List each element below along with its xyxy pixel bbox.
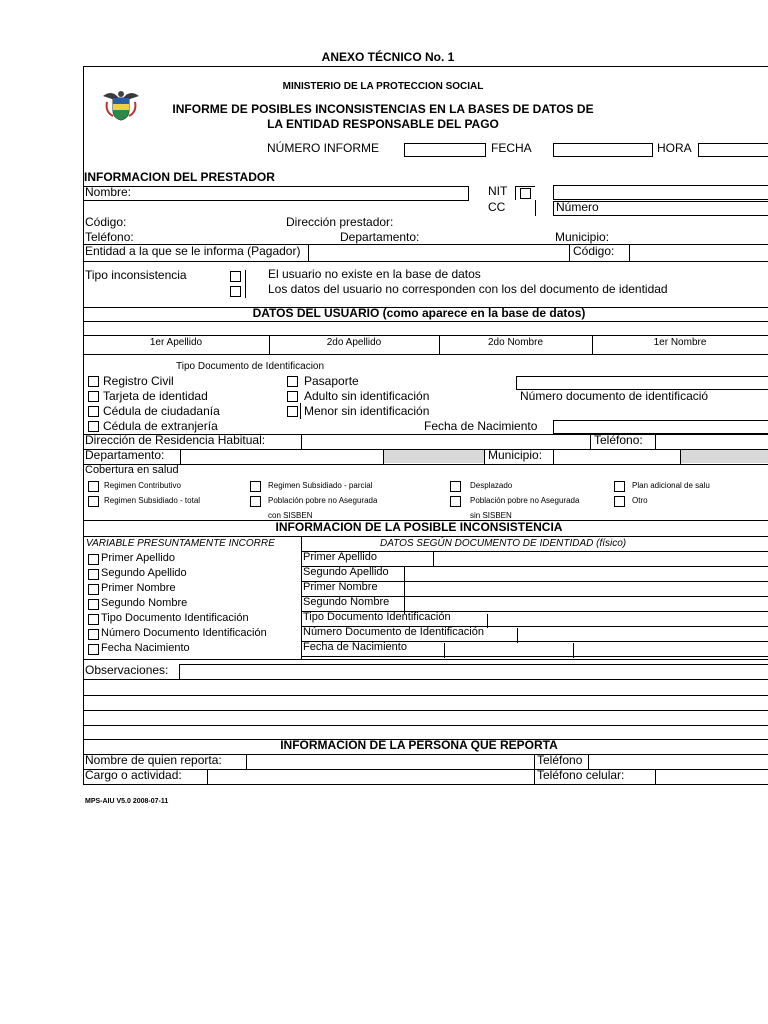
dep-d4 (553, 449, 554, 464)
rep-d5 (655, 769, 656, 784)
prestador-departamento-label: Departamento: (340, 230, 420, 244)
apellido2-label: 2do Apellido (326, 337, 382, 348)
obs-top (83, 659, 768, 660)
variable-label: VARIABLE PRESUNTAMENTE INCORRE (86, 538, 275, 549)
inconsistencia-opt1: El usuario no existe en la base de datos (268, 267, 481, 281)
prestador-nombre-field[interactable] (83, 186, 469, 201)
report-title-line1: INFORME DE POSIBLES INCONSISTENCIAS EN LA BASES DE DATOS DE (172, 102, 594, 116)
fecha-nacimiento-field[interactable] (553, 420, 768, 434)
posible-rd5 (573, 643, 574, 658)
usuario-municipio-label: Municipio: (488, 448, 543, 462)
dep-d1 (180, 449, 181, 464)
variable-item-label: Fecha Nacimiento (101, 642, 190, 654)
variable-item-label: Segundo Apellido (101, 567, 187, 579)
dep-d2 (383, 449, 384, 464)
dep-gray (383, 450, 484, 463)
menor-checkbox[interactable] (287, 406, 298, 417)
entidad-div3 (629, 244, 630, 261)
variable-checkbox[interactable] (88, 569, 99, 580)
posible-rd3 (517, 628, 518, 643)
entidad-line (83, 261, 768, 262)
inconsistencia-no-corresponde-checkbox[interactable] (230, 286, 241, 297)
res-d1 (301, 434, 302, 449)
otro-label: Otro (632, 496, 648, 505)
mun-gray (681, 450, 768, 463)
rep-l2 (83, 769, 768, 770)
datos-doc-item-label: Tipo Documento Identificación (303, 611, 451, 623)
entidad-div (308, 244, 309, 261)
datos-doc-item-label: Número Documento de Identificación (303, 626, 484, 638)
pasaporte-label: Pasaporte (304, 374, 359, 388)
pasaporte-checkbox[interactable] (287, 376, 298, 387)
con-sisben-label: con SISBEN (268, 511, 313, 520)
obs-l0 (179, 664, 768, 665)
obs-l2 (83, 695, 768, 696)
footer-code: MPS-AIU V5.0 2008-07-11 (85, 798, 169, 805)
apellido1-label: 1er Apellido (149, 337, 203, 348)
adulto-label: Adulto sin identificación (304, 389, 430, 403)
prestador-telefono-label: Teléfono: (85, 230, 134, 244)
fecha-label: FECHA (491, 141, 532, 155)
reporta-cargo-label: Cargo o actividad: (85, 768, 182, 782)
tipo-doc-label: Tipo Documento de Identificacion (176, 361, 325, 372)
registro-civil-label: Registro Civil (103, 374, 174, 388)
plan-adicional-label: Plan adicional de salu (632, 481, 710, 490)
numero-label: Número (556, 200, 599, 214)
entidad-label: Entidad a la que se le informa (Pagador) (85, 244, 301, 258)
cc-bracket (535, 200, 536, 216)
rep-d1 (246, 754, 247, 769)
tipo-inconsistencia-label: Tipo inconsistencia (85, 268, 187, 282)
variable-item-label: Primer Nombre (101, 582, 176, 594)
nit-numero-field[interactable] (553, 185, 768, 200)
datos-doc-item-label: Segundo Apellido (303, 566, 389, 578)
fecha-field[interactable] (553, 143, 653, 157)
nit-label: NIT (488, 184, 508, 198)
obs-l1 (83, 679, 768, 680)
rep-d3 (588, 754, 589, 769)
hora-field[interactable] (698, 143, 768, 157)
usuario-telefono-label: Teléfono: (594, 433, 643, 447)
posible-heading: INFORMACION DE LA POSIBLE INCONSISTENCIA (275, 520, 563, 534)
nombre2-label: 2do Nombre (487, 337, 544, 348)
variable-item-label: Número Documento Identificación (101, 627, 267, 639)
cedula-extranjeria-checkbox[interactable] (88, 421, 99, 432)
menor-label: Menor sin identificación (304, 404, 430, 418)
pobre-con-sisben-checkbox[interactable] (250, 496, 261, 507)
annex-title: ANEXO TÉCNICO No. 1 (321, 50, 455, 64)
datos-doc-item-label: Primer Apellido (303, 551, 377, 563)
plan-adicional-checkbox[interactable] (614, 481, 625, 492)
desplazado-label: Desplazado (470, 481, 513, 490)
obs-l4 (83, 725, 768, 726)
usuario-l2 (83, 335, 768, 336)
tarjeta-checkbox[interactable] (88, 391, 99, 402)
sin-sisben-label: sin SISBEN (470, 511, 512, 520)
pobre-sin-sisben-checkbox[interactable] (450, 496, 461, 507)
frame-top (83, 66, 768, 67)
variable-item-label: Segundo Nombre (101, 597, 188, 609)
entidad-codigo-label: Código: (573, 244, 615, 258)
variable-checkbox[interactable] (88, 599, 99, 610)
cedula-extranjeria-label: Cédula de extranjería (103, 419, 218, 433)
reg-sub-total-checkbox[interactable] (88, 496, 99, 507)
prestador-nombre-label: Nombre: (85, 185, 132, 199)
usuario-heading: DATOS DEL USUARIO (como aparece en la base de datos) (252, 306, 586, 320)
otro-checkbox[interactable] (614, 496, 625, 507)
prestador-direccion-label: Dirección prestador: (286, 215, 394, 229)
datos-doc-item-label: Primer Nombre (303, 581, 378, 593)
reg-sub-parcial-label: Regimen Subsidiado - parcial (268, 481, 373, 490)
hora-label: HORA (657, 141, 692, 155)
obs-d1 (179, 664, 180, 679)
variable-checkbox[interactable] (88, 644, 99, 655)
observaciones-label: Observaciones: (85, 663, 169, 677)
obs-l3 (83, 710, 768, 711)
nombre1-label: 1er Nombre (653, 337, 707, 348)
nit-bracket (515, 186, 535, 187)
residencia-label: Dirección de Residencia Habitual: (85, 433, 266, 447)
entidad-div2 (569, 244, 570, 261)
pobre-con-sisben-label: Población pobre no Asegurada (268, 496, 378, 505)
dep-d3 (484, 449, 485, 464)
inconsistencia-no-existe-checkbox[interactable] (230, 271, 241, 282)
registro-civil-checkbox[interactable] (88, 376, 99, 387)
variable-checkbox[interactable] (88, 629, 99, 640)
variable-checkbox[interactable] (88, 584, 99, 595)
usuario-l1 (83, 321, 768, 322)
posible-rd1 (404, 566, 405, 614)
variable-item-label: Tipo Documento Identificación (101, 612, 249, 624)
res-d2 (590, 434, 591, 449)
cedula-ciudadania-label: Cédula de ciudadanía (103, 404, 220, 418)
dep-d5 (680, 449, 681, 464)
rep-l3 (83, 784, 768, 785)
cc-label: CC (488, 200, 506, 214)
nit-checkbox[interactable] (520, 188, 531, 199)
variable-checkbox[interactable] (88, 554, 99, 565)
desplazado-checkbox[interactable] (450, 481, 461, 492)
menor-bracket (300, 403, 301, 419)
res-d3 (655, 434, 656, 449)
ministry-name: MINISTERIO DE LA PROTECCION SOCIAL (282, 81, 484, 92)
variable-item-label: Primer Apellido (101, 552, 175, 564)
datos-doc-row-line (301, 656, 768, 657)
usuario-l6 (83, 464, 768, 465)
reg-contributivo-checkbox[interactable] (88, 481, 99, 492)
reporta-telefono-label: Teléfono (537, 753, 583, 767)
fecha-nacimiento-label: Fecha de Nacimiento (424, 419, 538, 433)
numero-doc-field[interactable] (516, 376, 768, 390)
cobertura-label: Cobertura en salud (85, 464, 179, 476)
inconsistencia-opt2: Los datos del usuario no corresponden con los del documento de identidad (268, 282, 668, 296)
inconsistencia-bracket (245, 270, 246, 298)
posible-rd4 (444, 643, 445, 658)
datos-doc-item-label: Fecha de Nacimiento (303, 641, 407, 653)
variable-checkbox[interactable] (88, 614, 99, 625)
pobre-sin-sisben-label: Población pobre no Asegurada (470, 496, 580, 505)
prestador-heading: INFORMACION DEL PRESTADOR (84, 170, 275, 184)
tarjeta-label: Tarjeta de identidad (103, 389, 208, 403)
report-title-line2: LA ENTIDAD RESPONSABLE DEL PAGO (267, 117, 499, 131)
reporta-nombre-label: Nombre de quien reporta: (85, 753, 222, 767)
rep-d4 (207, 769, 208, 784)
usuario-l3 (83, 354, 768, 355)
prestador-codigo-label: Código: (85, 215, 127, 229)
datos-doc-item-label: Segundo Nombre (303, 596, 390, 608)
reg-contributivo-label: Regimen Contributivo (104, 481, 181, 490)
cedula-ciudadania-checkbox[interactable] (88, 406, 99, 417)
reporta-heading: INFORMACION DE LA PERSONA QUE REPORTA (280, 738, 558, 752)
posible-rd0 (433, 551, 434, 566)
reporta-celular-label: Teléfono celular: (537, 768, 625, 782)
datos-doc-label: DATOS SEGÚN DOCUMENTO DE IDENTIDAD (físico) (380, 538, 627, 549)
reg-sub-parcial-checkbox[interactable] (250, 481, 261, 492)
numero-informe-label: NÚMERO INFORME (267, 141, 379, 155)
numero-doc-label: Número documento de identificació (520, 389, 709, 403)
usuario-departamento-label: Departamento: (85, 448, 165, 462)
numero-informe-field[interactable] (404, 143, 486, 157)
posible-l1 (83, 536, 768, 537)
prestador-municipio-label: Municipio: (555, 230, 610, 244)
reg-sub-total-label: Regimen Subsidiado - total (104, 496, 201, 505)
posible-rd2 (487, 614, 488, 628)
nit-bracket-left (515, 186, 516, 200)
adulto-checkbox[interactable] (287, 391, 298, 402)
